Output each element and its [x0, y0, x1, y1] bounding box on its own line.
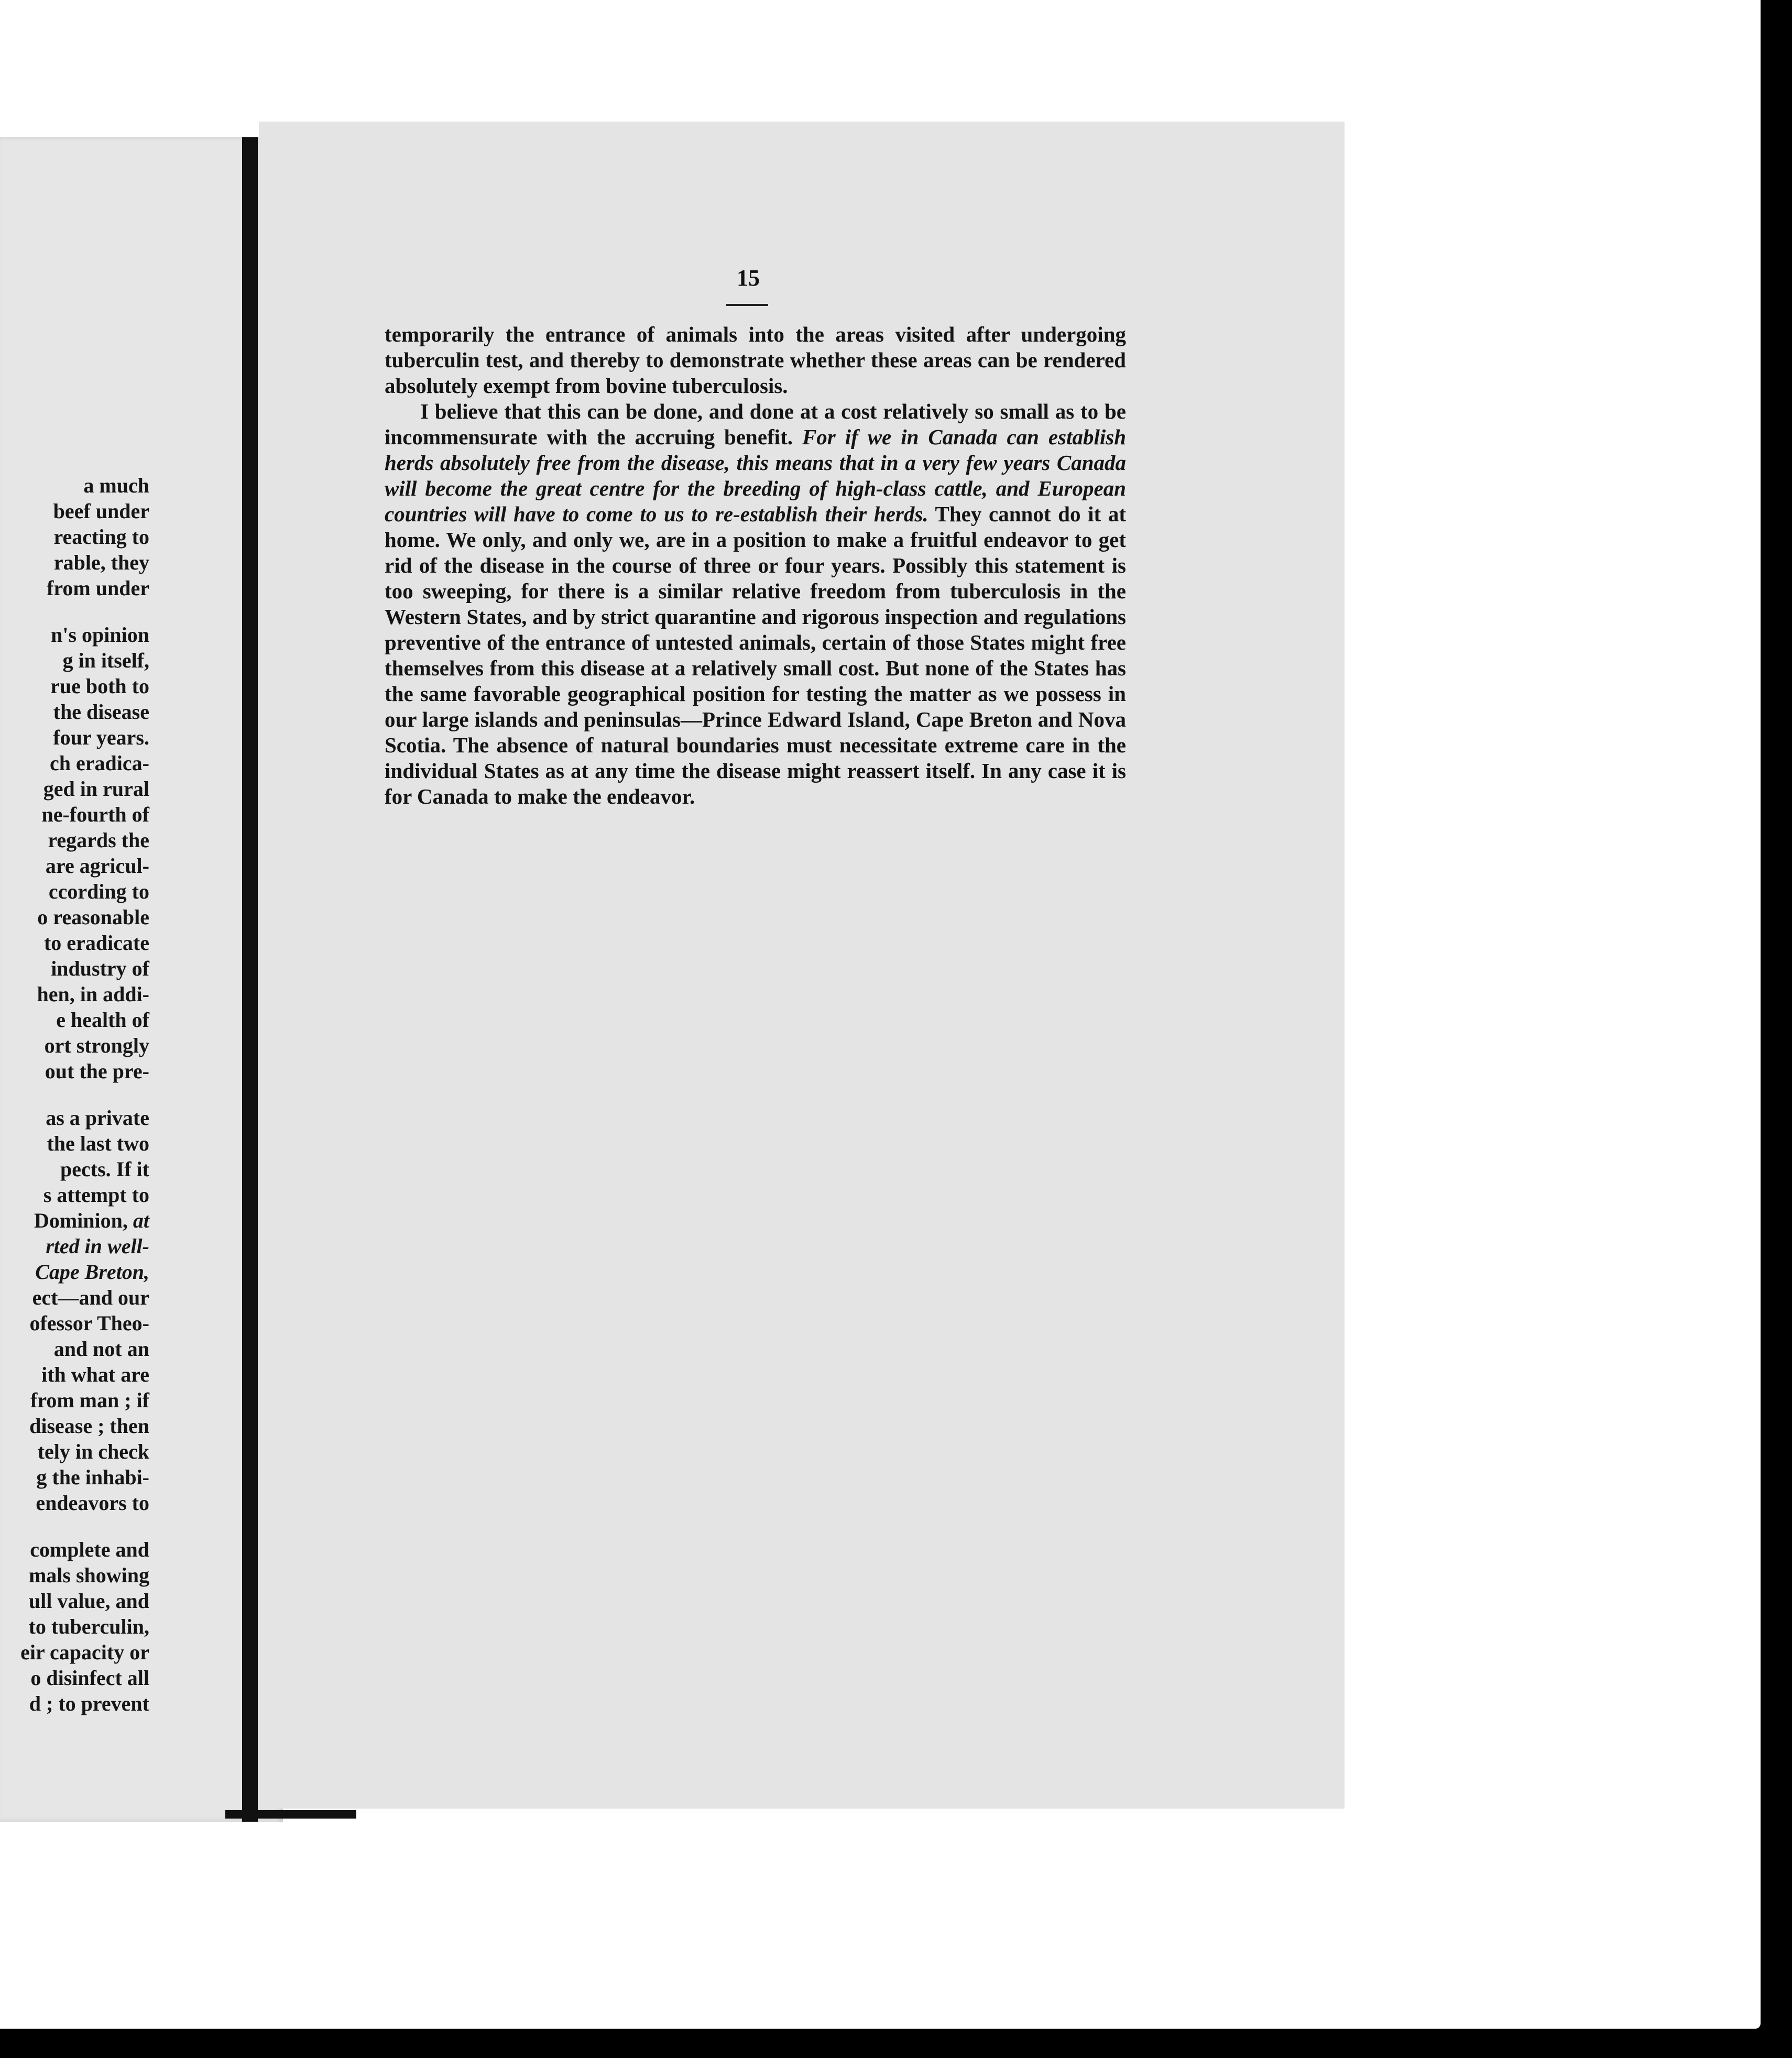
left-line: ect—and our: [32, 1286, 149, 1309]
left-line-text: Dominion,: [34, 1209, 133, 1232]
left-line: a much: [83, 474, 149, 497]
left-line: reacting to: [53, 525, 149, 549]
left-line: pects. If it: [60, 1157, 149, 1181]
left-line: the disease: [53, 700, 149, 724]
left-line: rted in well-: [46, 1234, 149, 1258]
left-line: rue both to: [50, 674, 149, 698]
left-line: to eradicate: [43, 931, 149, 955]
left-line: and not an: [53, 1337, 149, 1361]
book-spine-edge: [225, 1810, 356, 1819]
left-line: ull value, and: [28, 1589, 149, 1613]
left-line: disease ; then: [29, 1414, 149, 1438]
left-line: Cape Breton,: [35, 1260, 149, 1284]
paragraph-1: temporarily the entrance of animals into the areas visited after undergoing tuberculin test, and thereby to demonstrate whether these areas can be rendered absolutely exempt from bovine tuberculosis.: [385, 322, 1126, 398]
left-line: ne-fourth of: [41, 803, 149, 826]
left-line: rable, they: [53, 551, 149, 574]
left-line: industry of: [51, 957, 149, 980]
left-line: complete and: [30, 1538, 149, 1561]
left-line: the last two: [47, 1132, 149, 1155]
left-line: ith what are: [41, 1363, 149, 1386]
left-line: ort strongly: [44, 1034, 149, 1057]
left-line: eir capacity or: [20, 1640, 149, 1664]
left-line: ccording to: [48, 880, 149, 903]
left-line: hen, in addi-: [37, 982, 149, 1006]
left-page: [0, 137, 283, 1822]
left-line-italic: at: [133, 1209, 149, 1232]
page-number: 15: [737, 265, 760, 291]
left-line: as a private: [46, 1106, 149, 1130]
left-line: s attempt to: [43, 1183, 149, 1207]
left-page-text-column: [0, 473, 149, 1716]
page-number-rule: [726, 304, 768, 306]
left-line: from man ; if: [30, 1388, 149, 1412]
left-line: from under: [47, 576, 149, 600]
left-line: [0, 1208, 149, 1233]
left-line: ofessor Theo-: [29, 1311, 149, 1335]
paragraph-2-end: They cannot do it at home. We only, and only we, are in a position to make a fruitful endeavor to get rid of the disease in the course of three or four years. Possibly this statement is too sweeping, for there is a similar relative freedom from tuberculosis in the Western States, and by strict quarantine and rigorous inspection and regulations preventive of the entrance of untested animals, certain of those States might free themselves from this disease at a relatively small cost. But none of the States has the same favorable geographical position for testing the matter as we possess in our large islands and peninsulas—Prince Edward Island, Cape Breton and Nova Scotia. The absence of natural boundaries must necessitate extreme care in the individual States as at any time the disease might reassert itself. In any case it is for Canada to make the endeavor.: [385, 502, 1127, 808]
left-line: regards the: [48, 828, 149, 852]
right-page-body: [385, 322, 1126, 809]
left-line: tely in check: [37, 1440, 149, 1463]
left-line: are agricul-: [45, 854, 149, 878]
left-line: endeavors to: [36, 1491, 149, 1515]
left-line: four years.: [53, 726, 149, 749]
left-line: out the pre-: [45, 1059, 149, 1083]
left-line: e health of: [56, 1008, 149, 1032]
left-line: d ; to prevent: [29, 1692, 149, 1715]
left-line: g in itself,: [62, 649, 149, 672]
left-line: ch eradica-: [50, 751, 149, 775]
paragraph-2-italic: For if we in Canada can establish herds absolutely free from the disease, this means that in a very few years Canada will become the great centre for the breeding of high-class cattle, and European countries will have to come to us to re-establish their herds.: [385, 425, 1126, 526]
paragraph-2-start: I believe that this can be done, and done at a cost relatively so small as to be incommensurate with the accruing benefit.: [385, 399, 1126, 449]
left-line: g the inhabi-: [36, 1465, 149, 1489]
left-line: o reasonable: [37, 905, 149, 929]
left-line: o disinfect all: [30, 1666, 149, 1690]
left-line: mals showing: [28, 1563, 149, 1587]
book-spine: [242, 137, 258, 1822]
left-line: to tuberculin,: [28, 1615, 149, 1638]
left-line: n's opinion: [51, 623, 149, 647]
left-line: ged in rural: [43, 777, 149, 801]
left-line: beef under: [53, 499, 149, 523]
paragraph-2: [385, 399, 1126, 809]
